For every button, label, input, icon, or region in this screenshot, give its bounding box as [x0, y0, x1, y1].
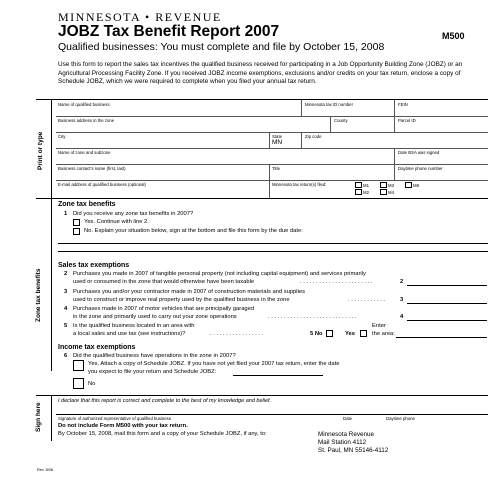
line2-number: 2 — [64, 271, 68, 277]
signature-label: Signature of authorized representative of qualified business — [58, 416, 171, 421]
county-label: County — [334, 118, 348, 123]
city-label: City — [58, 134, 66, 139]
line5-dots: . . . . . . . . . . . . . . . . . — [210, 331, 264, 337]
form-subtitle: Qualified businesses: You must complete and file by October 15, 2008 — [58, 41, 385, 53]
form-number: M500 — [442, 31, 465, 41]
mail-instruction: By October 15, 2008, mail this form and a copy of your Schedule JOBZ, if any, to: — [58, 431, 267, 437]
q1-text: Did you receive any zone tax benefits in 2007? — [73, 211, 194, 217]
form-title: JOBZ Tax Benefit Report 2007 — [58, 23, 280, 40]
state-label: State — [272, 134, 283, 139]
print-side-label: Print or type — [37, 131, 44, 170]
sign-section-divider — [51, 395, 52, 441]
line5-enter-label: Enter — [372, 323, 386, 329]
contact-title-field[interactable] — [270, 171, 393, 180]
email-field[interactable] — [56, 187, 268, 197]
line4-number: 4 — [64, 306, 68, 312]
return-m3-checkbox[interactable] — [380, 182, 387, 188]
line5-area-label: the area: — [372, 331, 395, 337]
line4-text-b: in the zone and primarily used to carry out your zone operations — [73, 314, 237, 320]
line4-amount-field[interactable] — [407, 320, 487, 321]
income-tax-heading: Income tax exemptions — [58, 344, 136, 351]
q6-text: Did the qualified business have operations in the zone in 2007? — [73, 353, 236, 359]
q6-no-label: No — [88, 381, 96, 387]
line5-no-checkbox[interactable] — [326, 330, 333, 337]
line4-dots: . . . . . . . . . . . . . . . . . . . . . . . . . . . . — [268, 314, 357, 320]
return-m3-label: M3 — [388, 183, 394, 188]
return-m2-label: M2 — [363, 190, 369, 195]
return-m8-label: M8 — [413, 183, 419, 188]
email-label: E-mail address of qualified business (optional) — [58, 182, 146, 187]
zip-label: Zip code — [305, 134, 322, 139]
zone-section-top-rule — [36, 198, 488, 199]
line5-text-a: Is the qualified business located in an area with — [73, 323, 195, 329]
city-field[interactable] — [56, 139, 268, 148]
line3-text-a: Purchases you and/or your contractor made in 2007 of construction materials and supplies — [73, 289, 306, 295]
q1-no-label: No. Explain your situation below, sign at the bottom and file this form by the due date: — [84, 228, 303, 234]
return-m8-checkbox[interactable] — [405, 182, 412, 188]
date-bsa-field[interactable] — [395, 155, 487, 164]
line2-text-b: used or consumed in the zone that would otherwise have been taxable — [73, 279, 255, 285]
sign-phone-label: Daytime phone — [386, 416, 415, 421]
line3-amount-field[interactable] — [407, 303, 487, 304]
contact-title-label: Title — [272, 166, 280, 171]
line4-ref: 4 — [400, 314, 404, 320]
daytime-phone-field[interactable] — [395, 171, 487, 180]
explanation-line-2[interactable] — [58, 251, 488, 252]
zone-side-label: Zone tax benefits — [35, 268, 42, 322]
sign-date-label: Date — [343, 416, 353, 421]
mail-address-line-3: St. Paul, MN 55146-4112 — [318, 447, 389, 454]
parcel-id-field[interactable] — [395, 123, 487, 132]
row4-rule — [56, 164, 488, 165]
row5-rule — [56, 180, 488, 181]
return-m1-label: M1 — [363, 183, 369, 188]
business-address-field[interactable] — [56, 123, 329, 132]
line5-area-field[interactable] — [396, 337, 487, 338]
row3-rule — [56, 148, 488, 149]
daytime-phone-label: Daytime phone number — [398, 166, 443, 171]
q1-yes-label: Yes. Continue with line 2. — [84, 219, 149, 225]
line3-number: 3 — [64, 289, 68, 295]
line3-ref: 3 — [400, 297, 404, 303]
line2-text-a: Purchases you made in 2007 of tangible personal property (not including capital equipment) and services primarily — [73, 271, 366, 277]
line5-number: 5 — [64, 323, 68, 329]
business-address-label: Business address in the zone — [58, 118, 115, 123]
line4-text-a: Purchases made in 2007 of motor vehicles that are principally garaged — [73, 306, 255, 312]
line3-text-b: used to construct or improve real property used by the qualified business in the zone — [73, 297, 290, 303]
line5-text-b: a local sales and use tax (see instructions)? — [73, 331, 186, 337]
zip-field[interactable] — [302, 139, 487, 148]
q1-no-checkbox[interactable] — [73, 228, 80, 235]
mn-tax-id-field[interactable] — [302, 107, 393, 116]
sales-tax-heading: Sales tax exemptions — [58, 262, 130, 269]
zone-benefits-heading: Zone tax benefits — [58, 201, 116, 208]
date-bsa-label: Date BSA was signed — [398, 150, 440, 155]
mail-address-line-1: Minnesota Revenue — [318, 431, 375, 438]
mn-returns-label: Minnesota tax return(s) filed: — [272, 182, 327, 187]
print-section-divider — [51, 99, 52, 198]
line5-yes-checkbox[interactable] — [360, 330, 367, 337]
q6-yes-label-b: you expect to file your return and Schedule JOBZ: — [88, 369, 217, 375]
mn-tax-id-label: Minnesota tax ID number — [305, 102, 354, 107]
row6-divider — [269, 180, 270, 198]
business-name-field[interactable] — [56, 107, 300, 116]
line5-no-label: 5 No — [310, 331, 323, 337]
fein-label: FEIN — [398, 102, 408, 107]
sign-side-label: Sign here — [35, 402, 42, 432]
line2-dots: . . . . . . . . . . . . . . . . . . . . . . . — [300, 279, 373, 285]
zone-name-label: Name of zone and subzone — [58, 150, 111, 155]
line2-ref: 2 — [400, 279, 404, 285]
zone-name-field[interactable] — [56, 155, 393, 164]
line2-amount-field[interactable] — [407, 285, 487, 286]
q6-yes-label-a: Yes. Attach a copy of Schedule JOBZ. If you have not yet filed your 2007 tax return, enter the date — [88, 361, 340, 367]
q6-no-checkbox[interactable] — [73, 378, 84, 389]
return-m2-checkbox[interactable] — [355, 189, 362, 195]
q6-expected-date-field[interactable] — [233, 375, 323, 376]
fein-field[interactable] — [395, 107, 487, 116]
agency-name: MINNESOTA • REVENUE — [58, 10, 222, 24]
mail-address-line-2: Mail Station 4112 — [318, 439, 367, 446]
row3-divider-a — [269, 132, 270, 148]
contact-name-field[interactable] — [56, 171, 268, 180]
row1-rule — [56, 116, 488, 117]
state-value: MN — [272, 139, 283, 146]
line3-dots: . . . . . . . . . . . . — [348, 297, 386, 303]
print-section-top-rule — [36, 99, 488, 100]
county-field[interactable] — [331, 123, 393, 132]
no-include-notice: Do not include Form M500 with your tax return. — [58, 423, 188, 429]
business-name-label: Name of qualified business — [58, 102, 110, 107]
sign-section-top-rule — [36, 395, 488, 396]
q6-yes-checkbox[interactable] — [73, 360, 84, 371]
zone-section-divider — [51, 198, 52, 371]
declaration-text: I declare that this report is correct and complete to the best of my knowledge and belief. — [58, 398, 272, 404]
parcel-id-label: Parcel ID — [398, 118, 416, 123]
line5-yes-label: Yes — [345, 331, 355, 337]
q1-yes-checkbox[interactable] — [73, 219, 80, 226]
row2-rule — [56, 132, 488, 133]
signature-field[interactable] — [56, 414, 488, 415]
intro-paragraph: Use this form to report the sales tax incentives the qualified business received for participating in a Job Opportunity Building Zone (JOBZ) or an Agricultural Processing Facility Zone. If you received JOBZ income exemptions, exclusions and/or credits on your tax return, enclose a copy of Schedule JOBZ, which we were required to complete when you filed your annual tax return. — [58, 61, 463, 86]
q1-number: 1 — [64, 211, 68, 217]
explanation-line-1[interactable] — [58, 243, 488, 244]
revision-label: Rev. 8/08 — [37, 468, 53, 472]
return-m1-checkbox[interactable] — [355, 182, 362, 188]
return-m4-checkbox[interactable] — [380, 189, 387, 195]
contact-name-label: Business contact’s name (first, last) — [58, 166, 126, 171]
return-m4-label: M4 — [388, 190, 394, 195]
q6-number: 6 — [64, 353, 68, 359]
